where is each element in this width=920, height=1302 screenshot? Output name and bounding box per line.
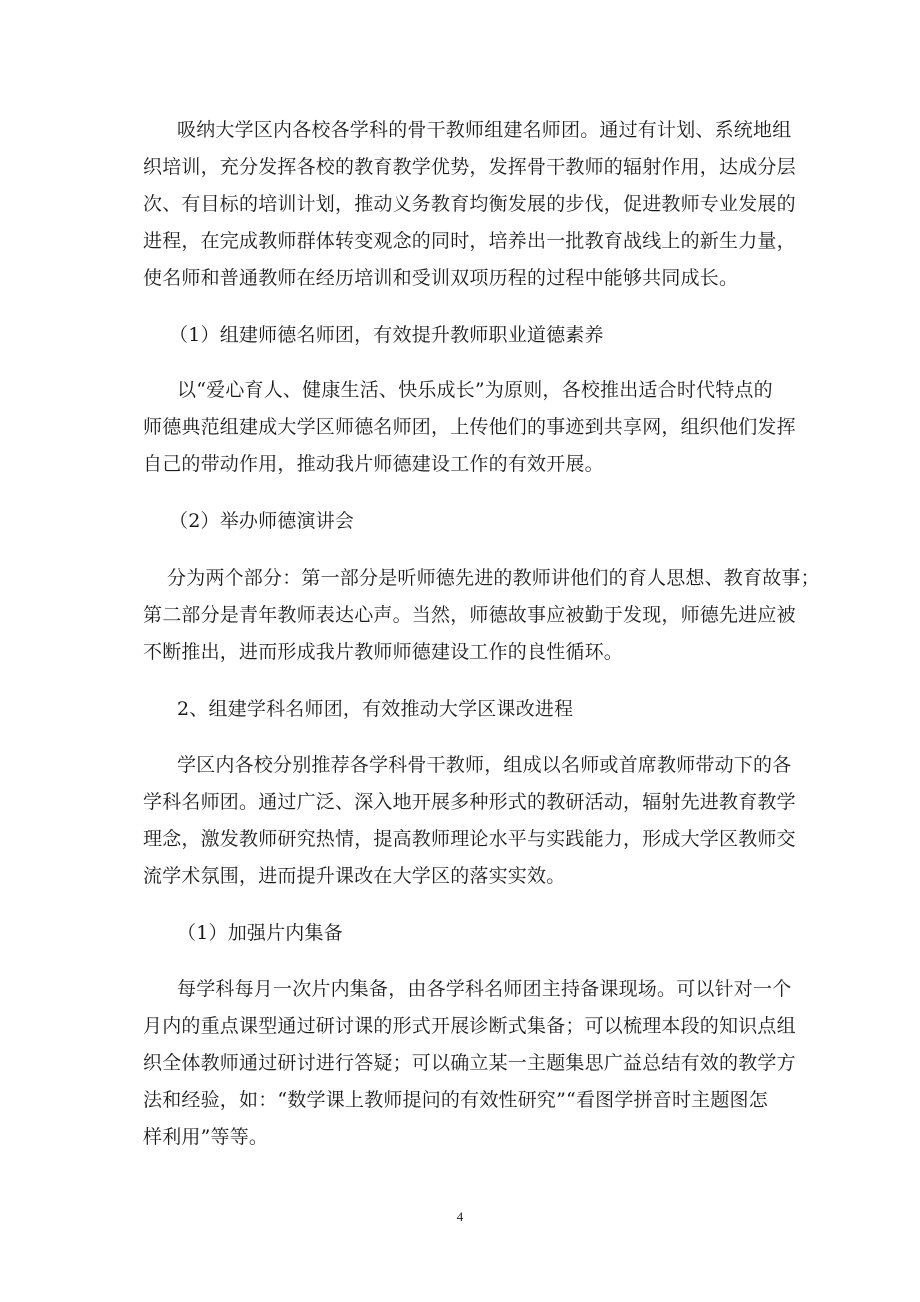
section-heading-3: 2、组建学科名师团，有效推动大学区课改进程	[177, 698, 574, 720]
page-number: 4	[456, 1209, 464, 1224]
paragraph-3-line-1: 以“爱心育人、健康生活、快乐成长”为原则，各校推出适合时代特点的	[177, 379, 773, 401]
paragraph-1-line-3: 次、有目标的培训计划，推动义务教育均衡发展的步伐，促进教师专业发展的	[143, 193, 796, 215]
paragraph-7-line-1: 学区内各校分别推荐各学科骨干教师，组成以名师或首席教师带动下的各	[177, 754, 792, 776]
paragraph-9-line-4: 法和经验，如：“数学课上教师提问的有效性研究”“看图学拼音时主题图怎	[143, 1089, 768, 1111]
paragraph-3-line-3: 自己的带动作用，推动我片师德建设工作的有效开展。	[143, 453, 604, 475]
paragraph-7-line-2: 学科名师团。通过广泛、深入地开展多种形式的教研活动，辐射先进教育教学	[143, 791, 796, 813]
paragraph-3-line-2: 师德典范组建成大学区师德名师团，上传他们的事迹到共享网，组织他们发挥	[143, 416, 796, 438]
paragraph-1-line-5: 使名师和普通教师在经历培训和受训双项历程的过程中能够共同成长。	[143, 267, 739, 289]
paragraph-5-line-2: 第二部分是青年教师表达心声。当然，师德故事应被勤于发现，师德先进应被	[143, 604, 796, 626]
section-heading-2: （2）举办师德演讲会	[169, 510, 355, 532]
paragraph-9-line-1: 每学科每月一次片内集备，由各学科名师团主持备课现场。可以针对一个	[177, 978, 792, 1000]
section-heading-1: （1）组建师德名师团，有效提升教师职业道德素养	[169, 324, 604, 346]
paragraph-1-line-4: 进程，在完成教师群体转变观念的同时，培养出一批教育战线上的新生力量，	[143, 230, 796, 252]
paragraph-7-line-3: 理念，激发教师研究热情，提高教师理论水平与实践能力，形成大学区教师交	[143, 828, 796, 850]
paragraph-9-line-5: 样利用”等等。	[143, 1126, 269, 1148]
paragraph-9-line-3: 织全体教师通过研讨进行答疑；可以确立某一主题集思广益总结有效的教学方	[143, 1052, 796, 1074]
paragraph-7-line-4: 流学术氛围，进而提升课改在大学区的落实实效。	[143, 865, 566, 887]
paragraph-9-line-2: 月内的重点课型通过研讨课的形式开展诊断式集备；可以梳理本段的知识点组	[143, 1015, 796, 1037]
paragraph-5-line-3: 不断推出，进而形成我片教师师德建设工作的良性循环。	[143, 641, 624, 663]
paragraph-1-line-1: 吸纳大学区内各校各学科的骨干教师组建名师团。通过有计划、系统地组	[177, 119, 792, 141]
section-heading-4: （1）加强片内集备	[177, 922, 343, 944]
paragraph-5-line-1: 分为两个部分：第一部分是听师德先进的教师讲他们的育人思想、教育故事；	[167, 567, 820, 589]
paragraph-1-line-2: 织培训，充分发挥各校的教育教学优势，发挥骨干教师的辐射作用，达成分层	[143, 156, 796, 178]
